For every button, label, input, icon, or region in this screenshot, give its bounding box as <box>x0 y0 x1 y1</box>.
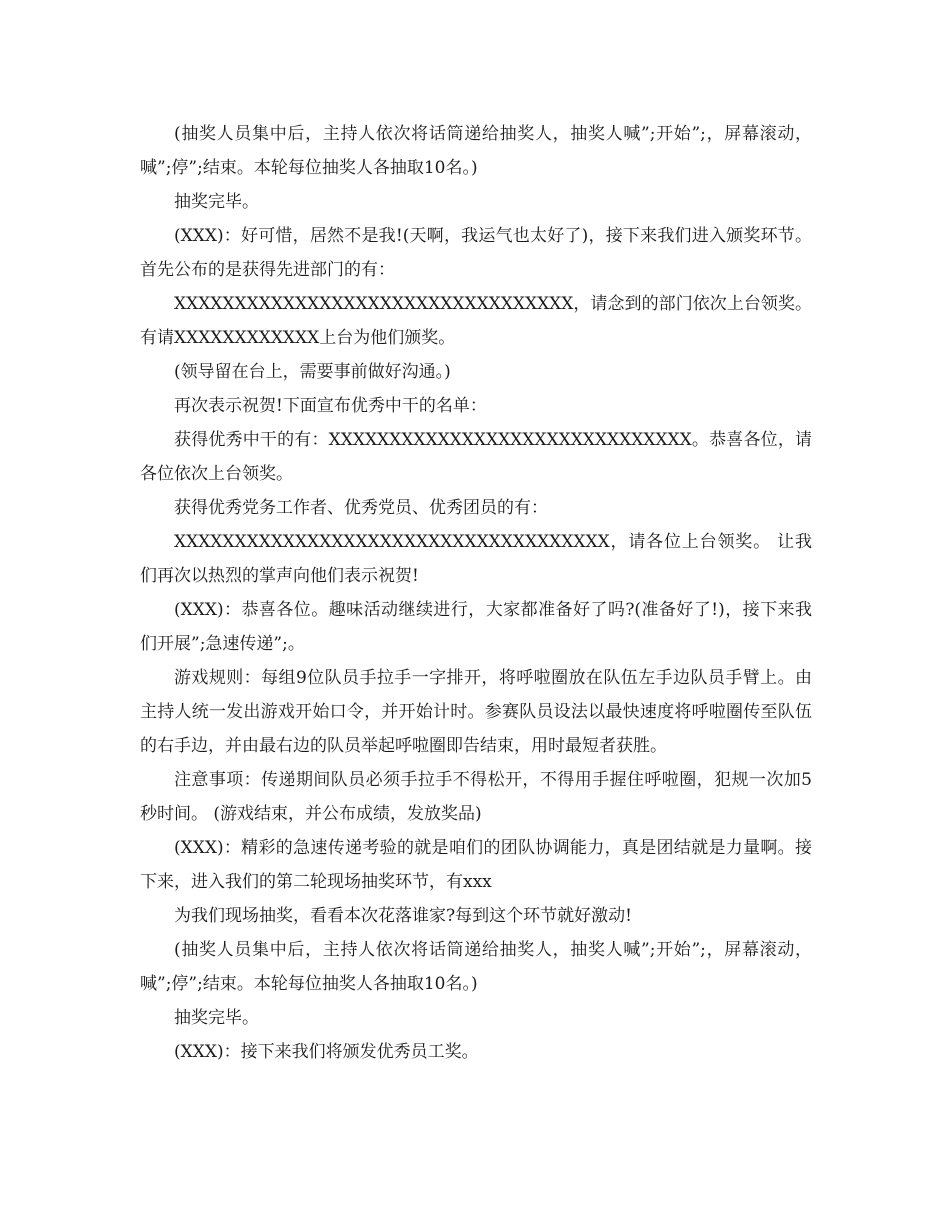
paragraph-draw-instructions-2: (抽奖人员集中后，主持人依次将话筒递给抽奖人，抽奖人喊”;开始”;，屏幕滚动，喊”;停”;结束。本轮每位抽奖人各抽取10名。) <box>140 940 812 994</box>
paragraph-second-draw-continue: 为我们现场抽奖，看看本次花落谁家?每到这个环节就好激动! <box>174 906 632 926</box>
paragraph-award-intro: (XXX)：好可惜，居然不是我!(天啊，我运气也太好了)，接下来我们进入颁奖环节。 首先公布的是获得先进部门的有： <box>140 226 812 280</box>
paragraph-game-rules: 游戏规则：每组9位队员手拉手一字排开，将呼啦圈放在队伍左手边队员手臂上。由主持人统一发出游戏开始口令，并开始计时。参赛队员设法以最快速度将呼啦圈传至队伍的右手边，并由最右边的队员举起呼啦圈即告结束，用时最短者获胜。 <box>140 668 812 756</box>
paragraph-party-members-heading: 获得优秀党务工作者、优秀党员、优秀团员的有： <box>174 498 548 518</box>
paragraph-activity-intro: (XXX)：恭喜各位。趣味活动继续进行，大家都准备好了吗?(准备好了!)，接下来我们开展”;急速传递”;。 <box>140 600 813 654</box>
paragraph-employee-award: (XXX)：接下来我们将颁发优秀员工奖。 <box>174 1042 479 1062</box>
paragraph-congrats: 再次表示祝贺!下面宣布优秀中干的名单： <box>174 396 487 416</box>
paragraph-draw-instructions-1: (抽奖人员集中后，主持人依次将话筒递给抽奖人，抽奖人喊”;开始”;，屏幕滚动，喊”;停”;结束。本轮每位抽奖人各抽取10名。) <box>140 124 812 178</box>
paragraph-leader-note: (领导留在台上，需要事前做好沟通。) <box>174 362 451 382</box>
document-body <box>140 117 812 1069</box>
paragraph-draw-complete-2: 抽奖完毕。 <box>174 1008 259 1028</box>
paragraph-game-notes: 注意事项：传递期间队员必须手拉手不得松开，不得用手握住呼啦圈，犯规一次加5秒时间。 (游戏结束，并公布成绩，发放奖品) <box>140 770 812 824</box>
paragraph-excellent-cadres: 获得优秀中干的有：XXXXXXXXXXXXXXXXXXXXXXXXXXXXXX。恭喜各位，请各位依次上台领奖。 <box>140 430 812 484</box>
paragraph-party-members-list: XXXXXXXXXXXXXXXXXXXXXXXXXXXXXXXXXXXX，请各位上台领奖。 让我们再次以热烈的掌声向他们表示祝贺! <box>140 532 812 586</box>
paragraph-advanced-departments: XXXXXXXXXXXXXXXXXXXXXXXXXXXXXXXXX，请念到的部门依次上台领奖。 有请XXXXXXXXXXXX上台为他们颁奖。 <box>140 294 812 348</box>
paragraph-second-draw-intro: (XXX)：精彩的急速传递考验的就是咱们的团队协调能力，真是团结就是力量啊。接下来，进入我们的第二轮现场抽奖环节，有xxx <box>140 838 812 892</box>
paragraph-draw-complete-1: 抽奖完毕。 <box>174 192 259 212</box>
